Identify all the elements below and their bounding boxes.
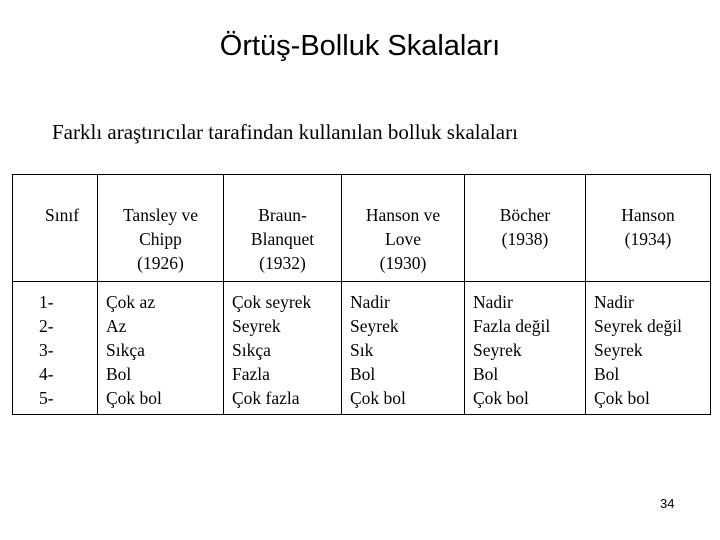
column-bocher: Nadir Fazla değil Seyrek Bol Çok bol	[465, 282, 586, 415]
slide-title: Örtüş-Bolluk Skalaları	[219, 30, 501, 62]
header-hanson: Hanson (1934)	[586, 175, 711, 282]
table-body-row	[13, 282, 711, 415]
header-sinif: Sınıf	[13, 175, 98, 282]
table-header-row	[13, 175, 711, 282]
page-number: 34	[660, 496, 675, 511]
slide-subtitle: Farklı araştırıcılar tarafindan kullanılan bolluk skalaları	[52, 120, 518, 144]
column-tansley-chipp: Çok az Az Sıkça Bol Çok bol	[98, 282, 224, 415]
header-bocher: Böcher (1938)	[465, 175, 586, 282]
header-braun-blanquet: Braun- Blanquet (1932)	[224, 175, 342, 282]
abundance-scale-table	[12, 174, 711, 415]
column-sinif: 1- 2- 3- 4- 5-	[13, 282, 98, 415]
column-braun-blanquet: Çok seyrek Seyrek Sıkça Fazla Çok fazla	[224, 282, 342, 415]
header-hanson-love: Hanson ve Love (1930)	[342, 175, 465, 282]
column-hanson: Nadir Seyrek değil Seyrek Bol Çok bol	[586, 282, 711, 415]
column-hanson-love: Nadir Seyrek Sık Bol Çok bol	[342, 282, 465, 415]
header-tansley-chipp: Tansley ve Chipp (1926)	[98, 175, 224, 282]
